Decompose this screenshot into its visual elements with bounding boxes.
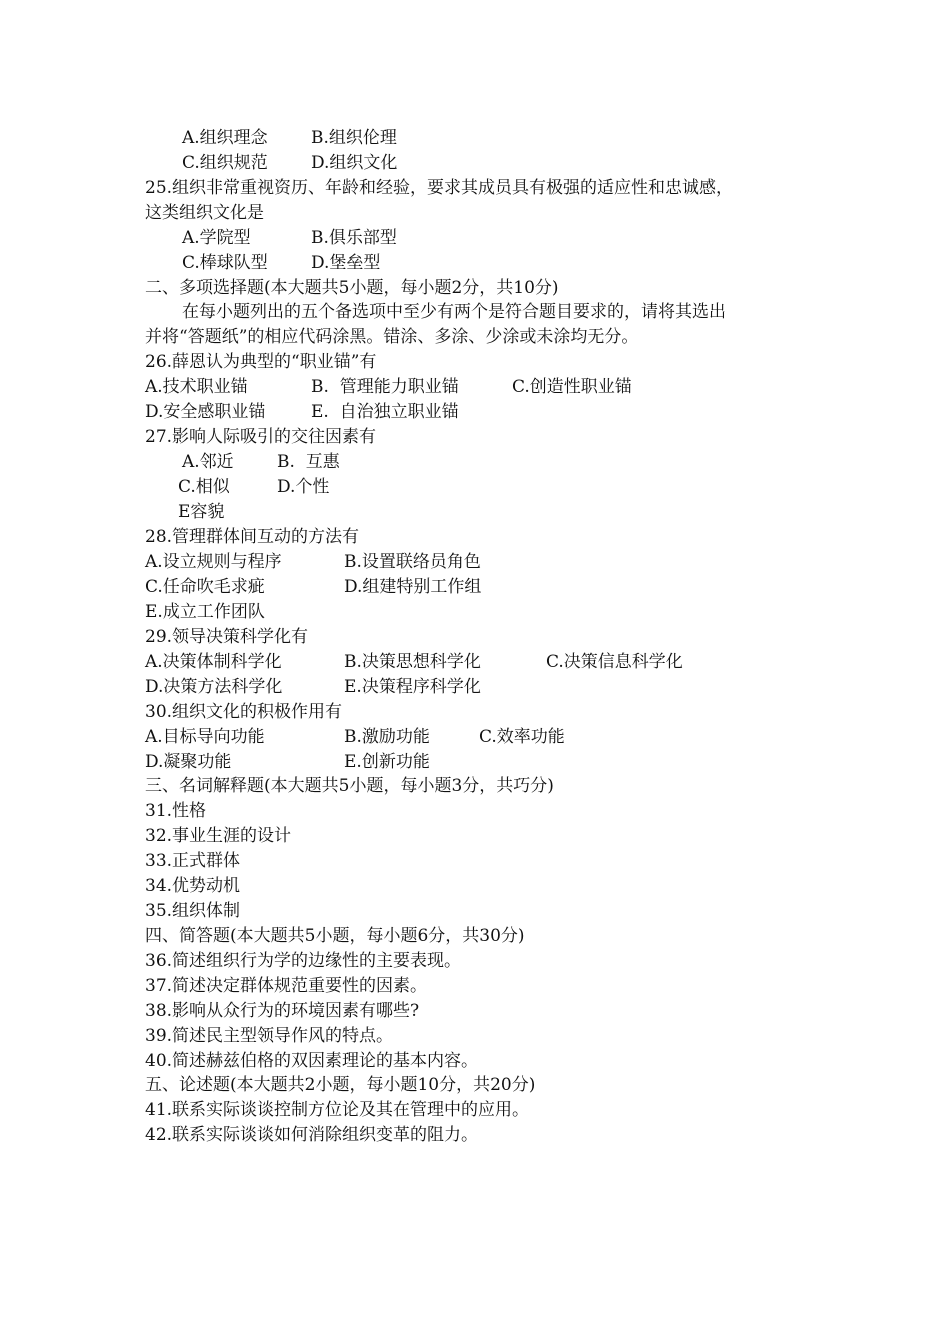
section4-item: 37.简述决定群体规范重要性的因素。 xyxy=(145,976,428,996)
q30-option-d: D.凝聚功能 xyxy=(145,752,232,772)
q25-option-d: D.堡垒型 xyxy=(311,253,381,273)
section4-heading: 四、简答题(本大题共5小题，每小题6分，共30分) xyxy=(145,926,525,946)
q27-option-a: A.邻近 xyxy=(182,452,234,472)
q28-option-a: A.设立规则与程序 xyxy=(145,552,282,572)
q24-option-a: A.组织理念 xyxy=(182,128,268,148)
q30-option-e: E.创新功能 xyxy=(344,752,430,772)
section3-item: 33.正式群体 xyxy=(145,851,241,871)
section4-item: 38.影响从众行为的环境因素有哪些? xyxy=(145,1001,420,1021)
section4-item: 40.简述赫兹伯格的双因素理论的基本内容。 xyxy=(145,1051,479,1071)
q27-option-c: C.相似 xyxy=(178,477,230,497)
q26-option-c: C.创造性职业锚 xyxy=(512,377,632,397)
q25-stem-line1: 25.组织非常重视资历、年龄和经验，要求其成员具有极强的适应性和忠诚感， xyxy=(145,178,734,198)
q24-option-b: B.组织伦理 xyxy=(311,128,397,148)
q29-option-c: C.决策信息科学化 xyxy=(546,652,683,672)
q26-option-d: D.安全感职业锚 xyxy=(145,402,266,422)
q29-option-a: A.决策体制科学化 xyxy=(145,652,282,672)
q30-option-c: C.效率功能 xyxy=(479,727,565,747)
q29-option-b: B.决策思想科学化 xyxy=(344,652,481,672)
q28-option-e: E.成立工作团队 xyxy=(145,602,265,622)
q27-stem: 27.影响人际吸引的交往因素有 xyxy=(145,427,377,447)
q27-option-d: D.个性 xyxy=(277,477,330,497)
section4-item: 39.简述民主型领导作风的特点。 xyxy=(145,1026,394,1046)
q25-option-a: A.学院型 xyxy=(182,228,251,248)
q27-option-b: B. 互惠 xyxy=(277,452,340,472)
section3-item: 34.优势动机 xyxy=(145,876,241,896)
q28-option-b: B.设置联络员角色 xyxy=(344,552,481,572)
q30-stem: 30.组织文化的积极作用有 xyxy=(145,702,343,722)
section2-heading: 二、多项选择题(本大题共5小题，每小题2分，共10分) xyxy=(145,278,559,298)
q27-option-e: E容貌 xyxy=(178,502,225,522)
q30-option-b: B.激励功能 xyxy=(344,727,430,747)
section5-heading: 五、论述题(本大题共2小题，每小题10分，共20分) xyxy=(145,1075,536,1095)
q24-option-c: C.组织规范 xyxy=(182,153,268,173)
section3-item: 35.组织体制 xyxy=(145,901,241,921)
q29-option-d: D.决策方法科学化 xyxy=(145,677,283,697)
section5-item: 42.联系实际谈谈如何消除组织变革的阻力。 xyxy=(145,1125,479,1145)
q26-stem: 26.薛恩认为典型的“职业锚”有 xyxy=(145,352,377,372)
section4-item: 36.简述组织行为学的边缘性的主要表现。 xyxy=(145,951,462,971)
q29-stem: 29.领导决策科学化有 xyxy=(145,627,309,647)
section2-instruction-line2: 并将“答题纸”的相应代码涂黑。错涂、多涂、少涂或未涂均无分。 xyxy=(145,327,639,347)
section3-item: 32.事业生涯的设计 xyxy=(145,826,292,846)
section3-heading: 三、名词解释题(本大题共5小题，每小题3分，共巧分) xyxy=(145,776,554,796)
q26-option-b: B. 管理能力职业锚 xyxy=(311,377,459,397)
section2-instruction-line1: 在每小题列出的五个备选项中至少有两个是符合题目要求的，请将其选出 xyxy=(182,302,726,322)
q30-option-a: A.目标导向功能 xyxy=(145,727,265,747)
q28-option-d: D.组建特别工作组 xyxy=(344,577,482,597)
q25-option-b: B.俱乐部型 xyxy=(311,228,397,248)
q25-stem-line2: 这类组织文化是 xyxy=(145,203,264,223)
q26-option-e: E. 自治独立职业锚 xyxy=(311,402,459,422)
q24-option-d: D.组织文化 xyxy=(311,153,398,173)
q28-option-c: C.任命吹毛求疵 xyxy=(145,577,265,597)
q28-stem: 28.管理群体间互动的方法有 xyxy=(145,527,360,547)
q26-option-a: A.技术职业锚 xyxy=(145,377,248,397)
q25-option-c: C.棒球队型 xyxy=(182,253,268,273)
section5-item: 41.联系实际谈谈控制方位论及其在管理中的应用。 xyxy=(145,1100,530,1120)
section3-item: 31.性格 xyxy=(145,801,207,821)
q29-option-e: E.决策程序科学化 xyxy=(344,677,481,697)
